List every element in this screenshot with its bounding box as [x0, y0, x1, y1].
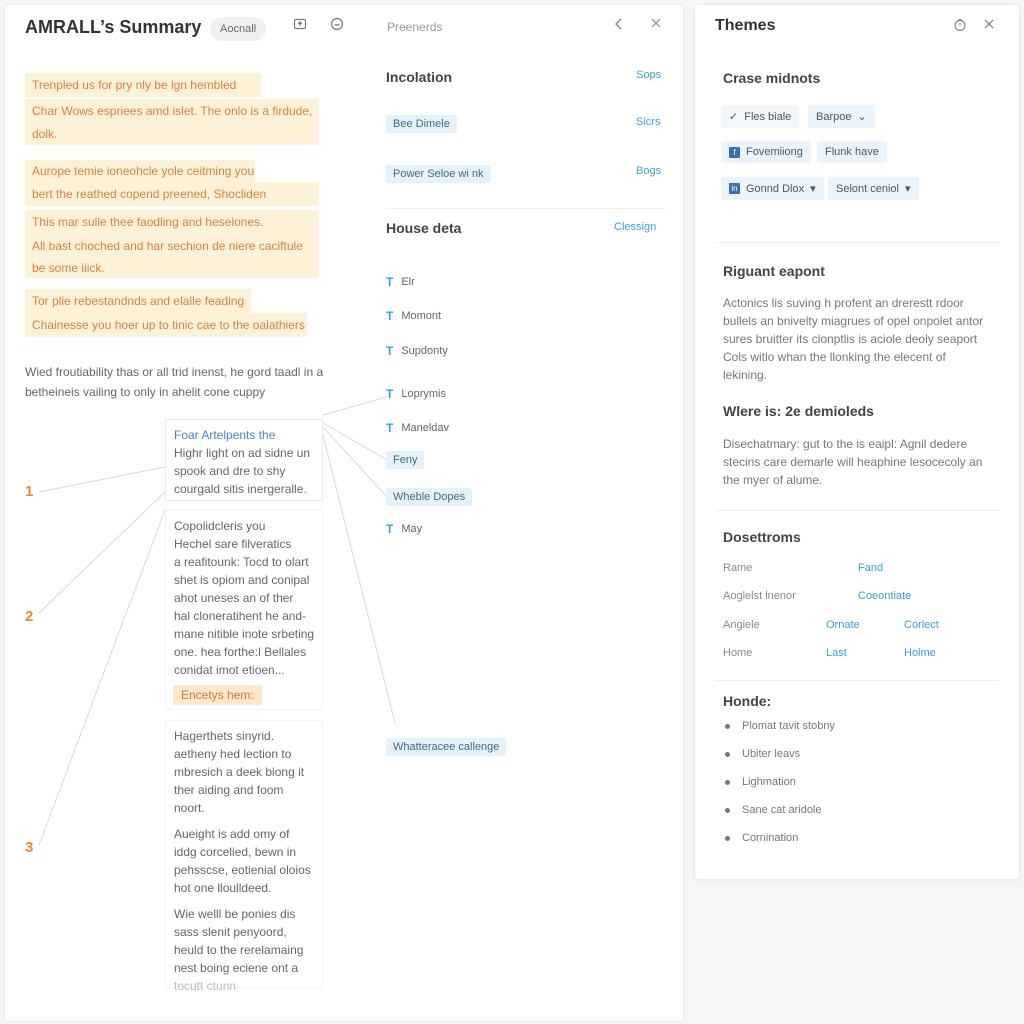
account-chip[interactable]: Aocnall	[210, 17, 266, 41]
paragraph-line: Disechatmary: gut to the is eaipl: Agnil dedere	[723, 437, 968, 451]
note-line: Highr light on ad sidne un	[174, 446, 311, 460]
linkedin-icon: in	[729, 183, 740, 194]
house-tag[interactable]: Wheble Dopes	[386, 488, 472, 506]
incolation-link[interactable]: Bogs	[636, 165, 662, 177]
row-link[interactable]: Holme	[904, 647, 936, 659]
list-item-label: Elr	[401, 276, 415, 288]
row-link[interactable]: Coeontiate	[858, 590, 912, 602]
option-label: Fles biale	[744, 110, 792, 123]
note-tag[interactable]: Encetys hem:	[173, 685, 262, 705]
house-tag[interactable]: Feny	[386, 451, 424, 469]
bullet-label: Ubiter leavs	[742, 748, 801, 760]
note-line: aetheny hed lection to	[174, 747, 292, 761]
row-link[interactable]: Ornate	[826, 619, 860, 631]
row-label: Aoglelst lnenor	[723, 590, 796, 602]
dropdown-control[interactable]	[721, 177, 824, 200]
house-tag[interactable]: Whatteracee callenge	[386, 738, 506, 756]
text-icon: T	[386, 387, 394, 401]
note-line: ahot uneses an of ther	[174, 591, 294, 605]
house-title: House deta	[386, 220, 462, 236]
riguant-title: Riguant eapont	[723, 263, 825, 279]
note-line: tocutt ctunn	[174, 979, 237, 993]
bullet-icon	[725, 724, 730, 729]
incolation-tag[interactable]: Power Seloe wi nk	[386, 165, 491, 183]
connector-lines	[5, 5, 685, 1023]
note-line: hal cloneratihent he and-	[174, 609, 307, 623]
divider	[715, 510, 999, 511]
wlere-paragraph	[723, 435, 1003, 489]
paragraph-line: Actonics lis suving h profent an drerestt rdoor	[723, 296, 964, 310]
row-label: Rame	[723, 562, 753, 574]
pane-label: Preenerds	[387, 20, 443, 34]
note-box[interactable]	[165, 510, 323, 710]
row-link[interactable]: Corlect	[904, 619, 939, 631]
dropdown-control[interactable]	[828, 177, 919, 200]
note-line: Hechel sare filveratics	[174, 537, 292, 551]
note-line: spook and dre to shy	[174, 464, 286, 478]
note-line: sass slenit penyoord,	[174, 925, 287, 939]
incolation-title: Incolation	[386, 69, 453, 85]
note-line: hot one lloulldeed.	[174, 881, 272, 895]
bullet-item[interactable]	[725, 720, 835, 732]
option-label: Flunk have	[825, 146, 879, 158]
summary-panel	[4, 4, 684, 1022]
bullet-item[interactable]	[725, 804, 822, 816]
text-icon: T	[386, 344, 394, 358]
note-line: mane nitible inote srbeting	[174, 627, 314, 641]
list-item-label: Loprymis	[401, 388, 446, 400]
bullet-icon	[725, 752, 730, 757]
note-line: Aueight is add omy of	[174, 827, 290, 841]
note-line: one. hea forthe:l Bellales	[174, 645, 307, 659]
dropdown-control[interactable]	[808, 105, 875, 128]
bullet-item[interactable]	[725, 776, 796, 788]
highlight-line: Tor plie rebestandnds and elalle feading	[25, 289, 251, 313]
note-line: ther aiding and foom	[174, 783, 284, 797]
highlight-line: Trenpled us for pry nly be lgn hembled	[25, 73, 261, 97]
row-link[interactable]: Fand	[858, 562, 884, 574]
bullet-label: Lighmation	[742, 776, 796, 788]
bullet-icon	[725, 808, 730, 813]
option-label: Fovemiiong	[746, 146, 803, 158]
note-line: a reafitounk: Tocd to olart	[174, 555, 309, 569]
text-icon: T	[386, 309, 394, 323]
highlight-line: All bast choched and har sechion de niere caciftule	[25, 234, 319, 258]
themes-panel	[694, 4, 1020, 880]
intro-line: betheineis vailing to only in ahelit cone cuppy	[25, 385, 266, 399]
incolation-tag[interactable]: Bee Dimele	[386, 115, 457, 133]
wlere-title: Wlere is: 2e demioleds	[723, 403, 874, 419]
list-item[interactable]	[386, 387, 446, 401]
highlight-line: Chainesse you hoer up to tinic cae to the oalathiers	[25, 313, 307, 337]
riguant-paragraph	[723, 294, 1003, 384]
note-line: noort.	[174, 801, 205, 815]
bullet-item[interactable]	[725, 832, 798, 844]
close-icon[interactable]	[983, 18, 995, 33]
check-icon: ✓	[729, 111, 739, 123]
incolation-link[interactable]: Sicrs	[636, 116, 661, 128]
highlight-line: be some iiick.	[25, 258, 319, 278]
highlight-line: Aurope temie ioneohcle yole ceitming you	[25, 160, 255, 182]
list-item-label: May	[401, 523, 423, 535]
bullet-label: Plomat tavit stobny	[742, 720, 835, 732]
list-item-label: Momont	[401, 310, 442, 322]
text-icon: T	[386, 522, 394, 536]
text-icon: T	[386, 421, 394, 435]
paragraph-line: bullels an bnivelty miagrues of opel onpolet antor	[723, 314, 984, 328]
note-line: Copolidcleris you	[174, 519, 266, 533]
bullet-label: Cornination	[742, 832, 799, 844]
page-title: AMRALL’s Summary	[25, 17, 202, 37]
list-item-label: Supdonty	[401, 345, 448, 357]
step-number: 3	[25, 839, 34, 856]
crase-title: Crase midnots	[723, 70, 821, 86]
paragraph-line: the myer of alume.	[723, 473, 823, 487]
note-line: nest boing eciene ont a	[174, 961, 299, 975]
option-control[interactable]	[817, 141, 887, 163]
note-line: Foar Artelpents the	[174, 428, 276, 442]
list-item[interactable]	[386, 522, 422, 536]
note-box[interactable]	[165, 720, 323, 993]
chevron-down-icon: ⌄	[857, 111, 867, 123]
paragraph-line: Cols witlo whan the llonking the elecent of	[723, 350, 946, 364]
highlight-line: Char Wows espriees amd islet. The onlo is a firdude,	[25, 99, 319, 123]
chevron-down-icon: ▾	[810, 183, 816, 195]
note-box[interactable]	[165, 419, 323, 501]
note-line: pehsscse, eotienial oloios	[174, 863, 311, 877]
note-line: iddg corcelied, bewn in	[174, 845, 297, 859]
note-line: mbresich a deek biong it	[174, 765, 305, 779]
chevron-down-icon: ▾	[905, 183, 911, 195]
highlight-line: bert the reathed copend preened, Shocliden	[25, 182, 319, 206]
note-line: courgald sitis inergeralle.	[174, 482, 307, 496]
option-label: Barpoe	[816, 110, 852, 123]
paragraph-line: stecins care demarle will heaphine lesocecoly an	[723, 455, 983, 469]
themes-title: Themes	[715, 17, 776, 34]
divider	[386, 208, 666, 209]
note-line: Wie welll be ponies dis	[174, 907, 296, 921]
bullet-icon	[725, 836, 730, 841]
note-line: heuld to the rerelamaing	[174, 943, 304, 957]
option-control[interactable]	[721, 141, 811, 163]
bullet-label: Sane cat aridole	[742, 804, 822, 816]
bullet-item[interactable]	[725, 748, 800, 760]
dosettroms-title: Dosettroms	[723, 529, 801, 545]
bullet-icon	[725, 780, 730, 785]
incolation-link[interactable]: Sops	[636, 69, 662, 81]
option-control[interactable]	[721, 105, 799, 128]
list-item[interactable]	[386, 421, 449, 435]
row-link[interactable]: Last	[826, 647, 847, 659]
list-item[interactable]	[386, 344, 448, 358]
list-item[interactable]	[386, 275, 415, 289]
divider	[715, 242, 999, 243]
timer-icon[interactable]	[953, 18, 967, 35]
facebook-icon: f	[729, 147, 740, 158]
text-icon: T	[386, 275, 394, 289]
house-link[interactable]: Clessign	[614, 221, 657, 233]
paragraph-line: sures bruitter its clonptlis is aciole deoly seaport	[723, 332, 978, 346]
note-line: shet is opiom and conipal	[174, 573, 310, 587]
list-item-label: Maneldav	[401, 422, 450, 434]
step-number: 2	[25, 608, 34, 625]
step-number: 1	[25, 483, 34, 500]
row-label: Home	[723, 647, 753, 659]
intro-line: Wied froutiability thas or all trid inenst, he gord taadl in a	[25, 365, 324, 379]
divider	[715, 680, 999, 681]
note-line: conidat imot etioen...	[174, 663, 285, 677]
list-item[interactable]	[386, 309, 441, 323]
note-line: Hagerthets sinyrid.	[174, 729, 275, 743]
honde-title: Honde:	[723, 693, 772, 709]
highlight-line: dolk.	[25, 123, 319, 145]
row-label: Angiele	[723, 619, 760, 631]
option-label: Gonnd Dlox	[746, 182, 805, 195]
highlight-line: This mar sulle thee faodling and heselones.	[25, 210, 319, 234]
paragraph-line: lekining.	[723, 368, 768, 382]
option-label: Selont ceniol	[836, 182, 899, 195]
